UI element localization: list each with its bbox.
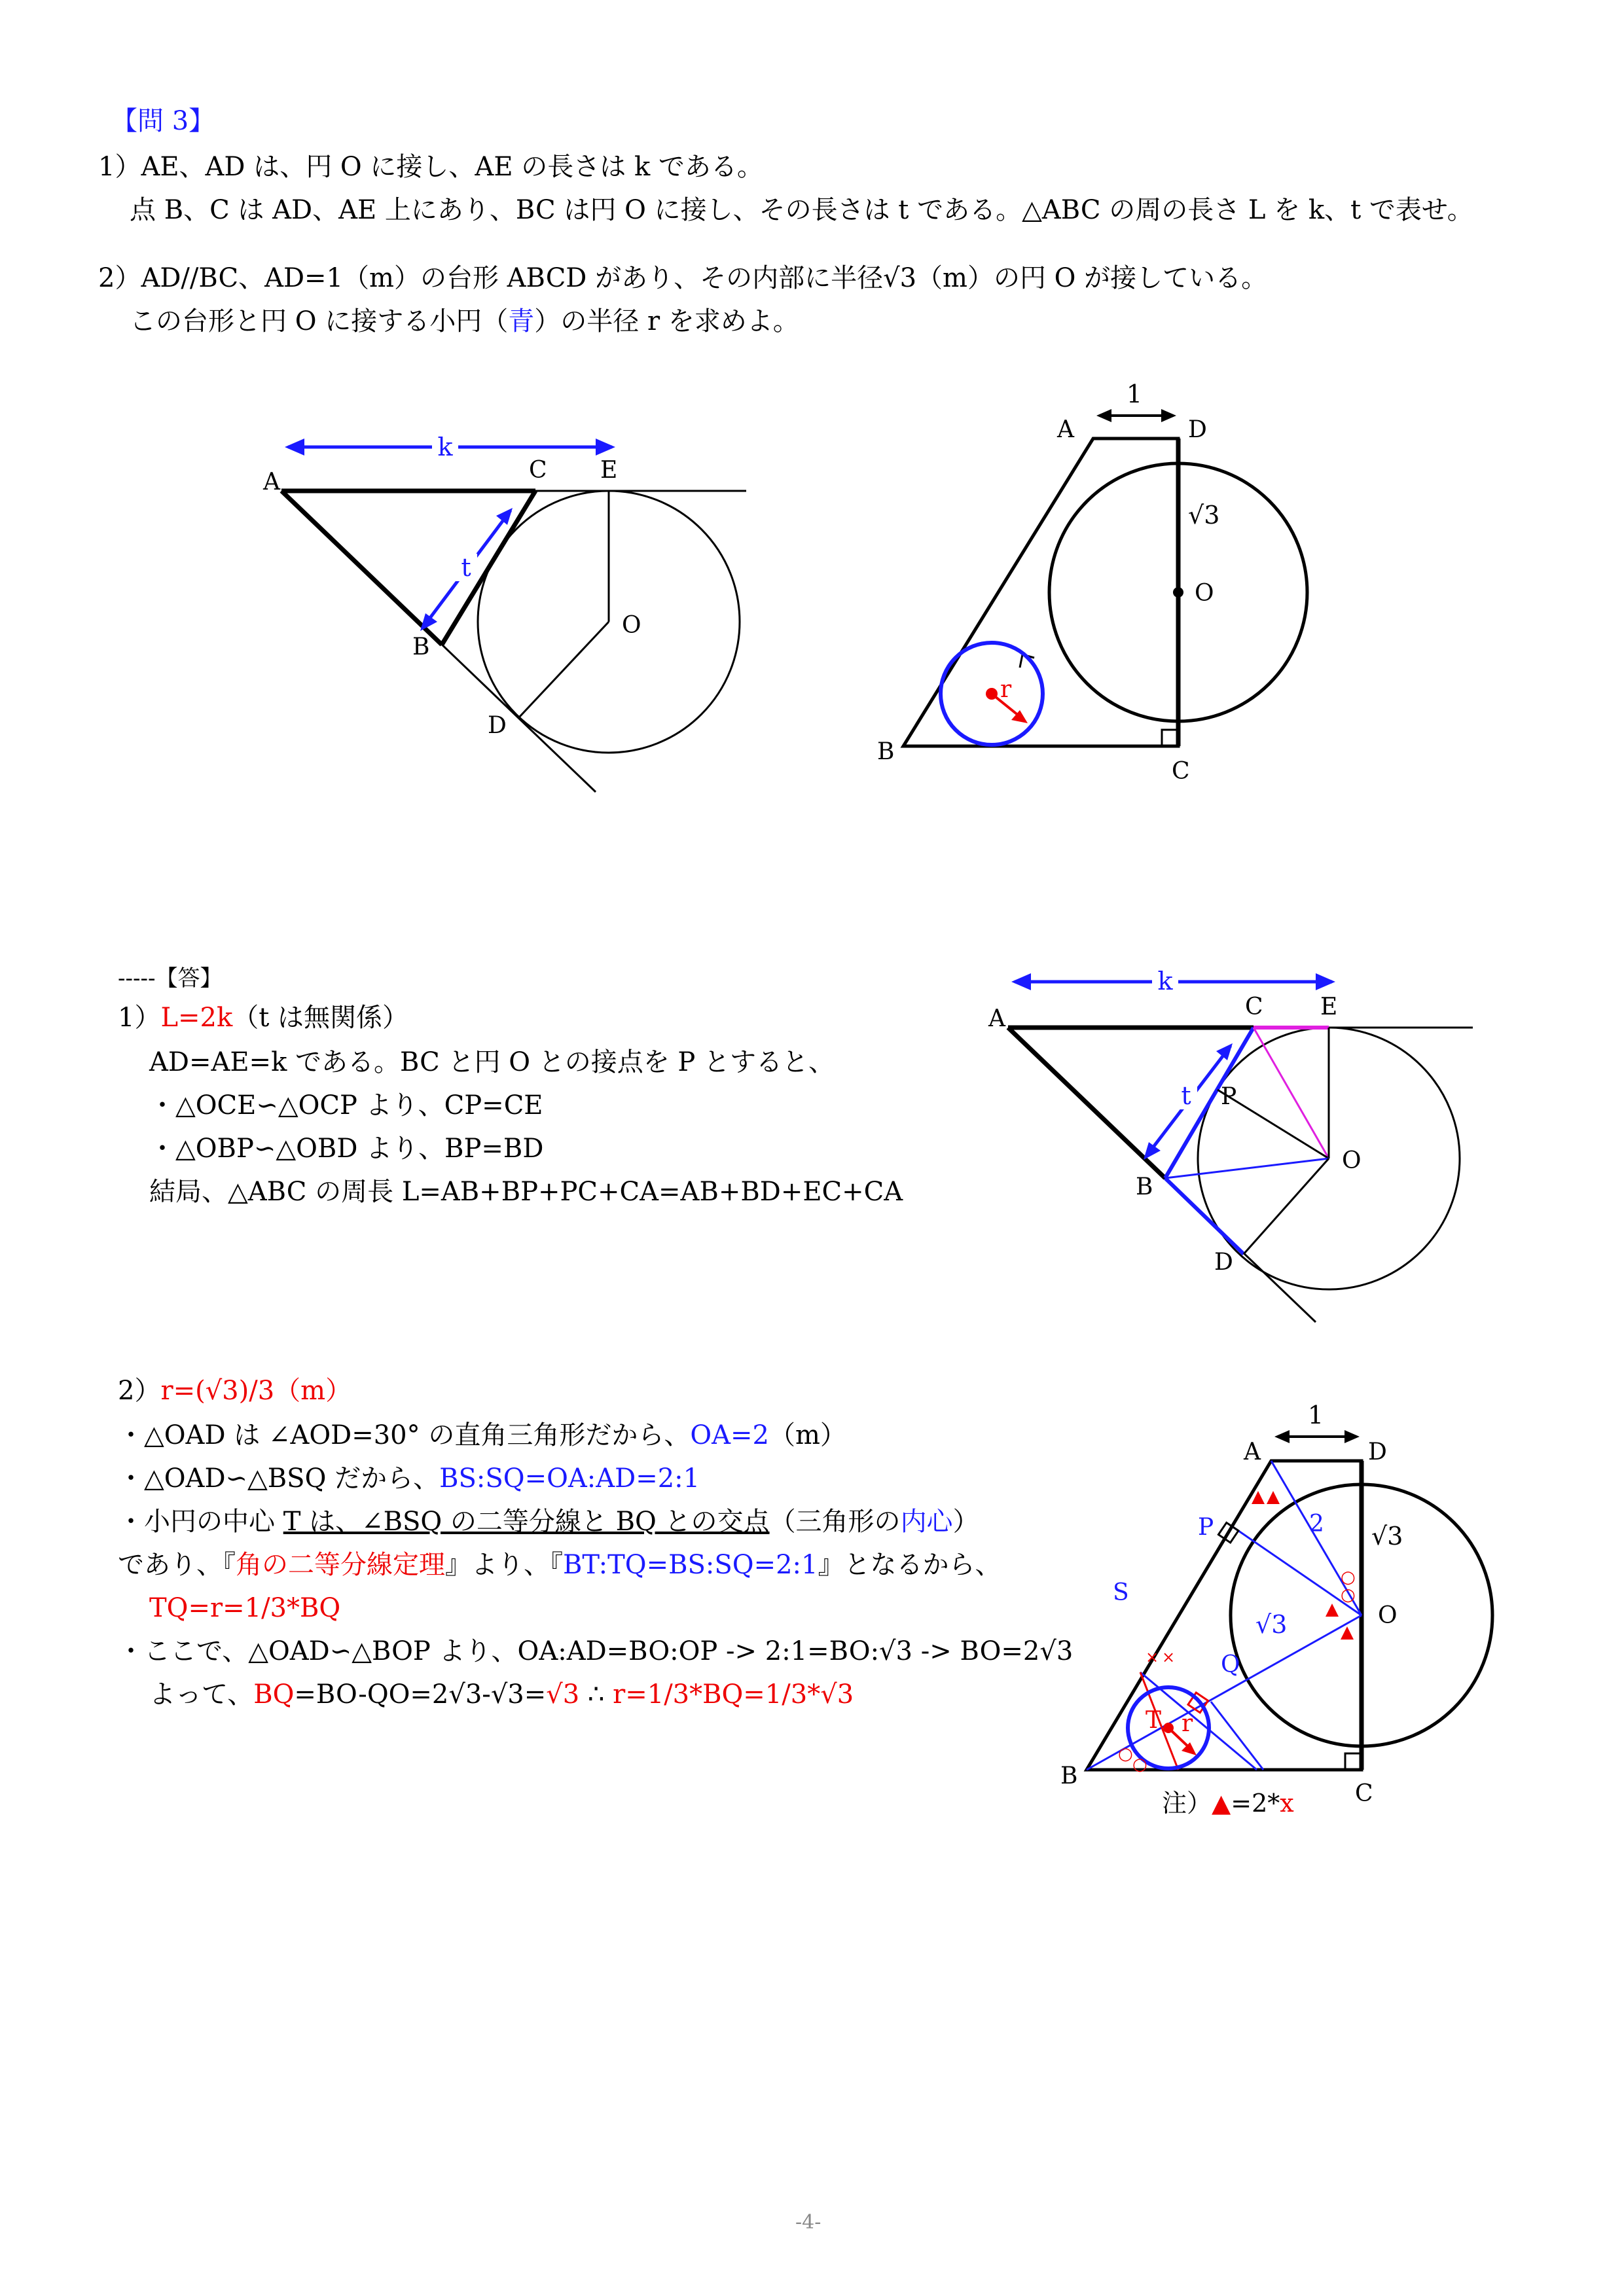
a2-line5-b: 』より、『 (445, 1550, 563, 1580)
fig4-note-triangle: ▲ (1212, 1789, 1231, 1818)
fig4-label-q: Q (1221, 1651, 1240, 1678)
fig2-one-arrowhead-left (1096, 409, 1111, 422)
fig3-k-arrowhead-left (1011, 973, 1031, 990)
fig1-label-t: t (461, 553, 471, 582)
fig4-label-one: 1 (1307, 1401, 1324, 1429)
fig3-label-t: t (1181, 1081, 1191, 1110)
fig1-radius-od (519, 622, 609, 717)
fig3-t-arrowhead-top (1216, 1043, 1233, 1060)
a2-line8-red3: r=1/3*BQ=1/3*√3 (613, 1679, 854, 1710)
a1-result: L=2k (160, 1003, 233, 1033)
a2-line2-b: （m） (769, 1420, 846, 1450)
fig3-label-b: B (1136, 1174, 1153, 1200)
a2-line7: ・ここで、△OAD∽△BOP より、OA:AD=BO:OP -> 2:1=BO:√3 -> BO=2√3 (118, 1636, 1074, 1666)
a2-line3-a: ・△OAD∽△BSQ だから、 (118, 1463, 440, 1494)
a2-line4-underlined: T は、∠BSQ の二等分線と BQ との交点 (283, 1507, 770, 1537)
a1-line2: AD=AE=k である。BC と円 O との接点を P とすると、 (149, 1047, 835, 1077)
fig1-label-k: k (437, 433, 453, 461)
fig3-label-o: O (1342, 1147, 1362, 1174)
figure-2-trapezoid (851, 380, 1375, 798)
fig4-label-p: P (1198, 1514, 1214, 1541)
q2-line2-blue: 青 (508, 306, 535, 336)
fig1-label-d: D (488, 712, 507, 739)
problem-heading: 【問 3】 (111, 106, 215, 136)
fig4-label-r: r (1182, 1710, 1193, 1737)
fig2-center-o (1173, 587, 1183, 598)
fig2-one-arrowhead-right (1161, 409, 1176, 422)
fig2-label-one: 1 (1126, 380, 1143, 408)
page-number: -4- (795, 2211, 821, 2234)
a1-note: （t は無関係） (232, 1003, 409, 1033)
q1-line1: 1）AE、AD は、円 O に接し、AE の長さは k である。 (98, 152, 763, 182)
fig3-label-k: k (1157, 967, 1173, 996)
a2-line4-c: ） (952, 1507, 979, 1537)
fig1-label-e: E (600, 457, 618, 484)
fig2-label-b: B (877, 738, 895, 765)
fig1-segment-ab (281, 491, 442, 645)
fig3-label-e: E (1320, 994, 1338, 1020)
a2-line4-a: ・小円の中心 (118, 1507, 283, 1537)
a2-line5-red: 角の二等分線定理 (236, 1550, 445, 1580)
fig2-label-o: O (1195, 580, 1214, 607)
q2-line2 (130, 305, 799, 338)
fig3-segment-co (1254, 1028, 1329, 1158)
fig4-label-a: A (1244, 1439, 1261, 1465)
fig4-right-angle-c (1345, 1753, 1362, 1770)
a2-line2-a: ・△OAD は ∠AOD=30° の直角三角形だから、 (118, 1420, 691, 1450)
fig2-right-angle-mark (1162, 730, 1178, 746)
figure-4-answer-trapezoid (1047, 1374, 1584, 1833)
a2-line8-red1: BQ (253, 1679, 295, 1710)
a1-line5: 結局、△ABC の周長 L=AB+BP+PC+CA=AB+BD+EC+CA (149, 1177, 903, 1207)
fig4-label-d: D (1368, 1439, 1387, 1465)
fig2-label-r: r (1000, 676, 1012, 703)
a2-line6: TQ=r=1/3*BQ (149, 1593, 341, 1623)
fig4-angle-mark-o1: ○ (1341, 1568, 1356, 1587)
q2-line2-a: この台形と円 O に接する小円（ (130, 306, 509, 336)
fig4-label-o: O (1378, 1602, 1398, 1629)
fig3-radius-od (1244, 1158, 1329, 1254)
a2-line8-a: よって、 (149, 1679, 254, 1710)
q2-line2-b: ）の半径 r を求めよ。 (534, 306, 799, 336)
fig3-label-p: P (1221, 1083, 1237, 1110)
fig4-angle-mark-s1: × (1146, 1648, 1159, 1666)
a2-line5-blue: BT:TQ=BS:SQ=2:1 (563, 1550, 818, 1580)
fig1-t-arrowhead-top (496, 508, 513, 525)
answer-heading: -----【答】 (118, 965, 223, 992)
a2-line3 (118, 1462, 700, 1495)
a2-result: r=(√3)/3（m） (160, 1376, 352, 1406)
a1-line3: ・△OCE∽△OCP より、CP=CE (149, 1090, 543, 1121)
a2-line5 (118, 1549, 1001, 1581)
fig3-label-c: C (1245, 994, 1263, 1020)
a2-line1 (118, 1374, 352, 1407)
a2-line8-b: =BO-QO=2√3-√3= (294, 1679, 547, 1710)
a2-line5-a: であり、『 (118, 1550, 236, 1580)
fig4-note-a: 注） (1162, 1789, 1212, 1818)
a2-line3-blue: BS:SQ=OA:AD=2:1 (439, 1463, 700, 1494)
fig3-segment-bo (1165, 1158, 1329, 1178)
fig1-label-o: O (622, 612, 641, 639)
fig3-segment-bd (1165, 1178, 1244, 1254)
fig4-note-b: =2* (1231, 1789, 1280, 1818)
fig1-t-arrowhead-bottom (420, 613, 437, 631)
fig3-label-a: A (988, 1005, 1005, 1032)
a2-line2 (118, 1419, 846, 1452)
fig1-label-c: C (529, 457, 547, 484)
fig3-k-arrowhead-right (1316, 973, 1335, 990)
figure-3-answer-tangent (975, 949, 1499, 1342)
a2-line5-c: 』となるから、 (818, 1550, 1001, 1580)
figure-1-tangent-triangle (249, 412, 772, 805)
fig2-label-sqrt3: √3 (1188, 501, 1220, 529)
a2-line8 (149, 1678, 854, 1711)
a1-line4: ・△OBP∽△OBD より、BP=BD (149, 1134, 544, 1164)
fig1-k-arrowhead-right (596, 439, 615, 456)
fig4-angle-mark-s2: × (1162, 1648, 1176, 1666)
a1-prefix: 1） (118, 1003, 161, 1033)
fig4-tangent-small (1211, 1702, 1263, 1770)
fig1-k-arrowhead-left (285, 439, 304, 456)
a2-line4-blue: 内心 (900, 1507, 953, 1537)
fig2-label-d: D (1188, 416, 1207, 443)
a2-line4-b: （三角形の (769, 1507, 901, 1537)
fig3-t-arrowhead-bottom (1144, 1142, 1161, 1160)
fig4-one-arrowhead-right (1344, 1430, 1360, 1443)
a2-prefix: 2） (118, 1376, 161, 1406)
fig3-segment-ab (1008, 1028, 1165, 1178)
q2-line1: 2）AD//BC、AD=1（m）の台形 ABCD があり、その内部に半径√3（m）の円 O が接している。 (98, 263, 1268, 293)
fig4-note (1162, 1787, 1294, 1820)
fig3-label-d: D (1214, 1249, 1233, 1276)
fig4-label-sqrt3-a: √3 (1371, 1522, 1403, 1551)
a2-line4 (118, 1505, 979, 1538)
fig4-label-t: T (1146, 1707, 1162, 1734)
fig4-triangle-mark-a2 (1267, 1491, 1280, 1504)
fig4-angle-mark-o2: ○ (1341, 1585, 1356, 1605)
fig2-label-a: A (1057, 416, 1074, 443)
fig4-label-s: S (1113, 1579, 1129, 1606)
fig4-triangle-mark-o1 (1326, 1604, 1339, 1617)
fig2-label-c: C (1172, 758, 1190, 785)
fig4-label-sqrt3-b: √3 (1255, 1610, 1288, 1639)
fig4-angle-mark-b1: ○ (1118, 1744, 1133, 1764)
fig1-label-b: B (412, 634, 430, 660)
fig4-label-two: 2 (1309, 1511, 1324, 1537)
a2-line8-red2: √3 (546, 1679, 580, 1710)
a1-line1 (118, 1001, 408, 1034)
a2-line8-c: ∴ (579, 1679, 613, 1710)
a2-line2-blue: OA=2 (690, 1420, 769, 1450)
fig4-label-b: B (1060, 1763, 1078, 1789)
fig4-label-c: C (1355, 1780, 1373, 1807)
fig4-triangle-mark-o2 (1341, 1626, 1354, 1640)
fig4-radius-arrowhead (1182, 1742, 1197, 1755)
fig1-label-a: A (263, 469, 280, 495)
fig4-angle-mark-b2: ○ (1132, 1755, 1147, 1774)
fig4-note-x: x (1280, 1789, 1294, 1818)
fig4-one-arrowhead-left (1274, 1430, 1290, 1443)
q1-line2: 点 B、C は AD、AE 上にあり、BC は円 O に接し、その長さは t である。△ABC の周の長さ L を k、t で表せ。 (130, 195, 1473, 225)
